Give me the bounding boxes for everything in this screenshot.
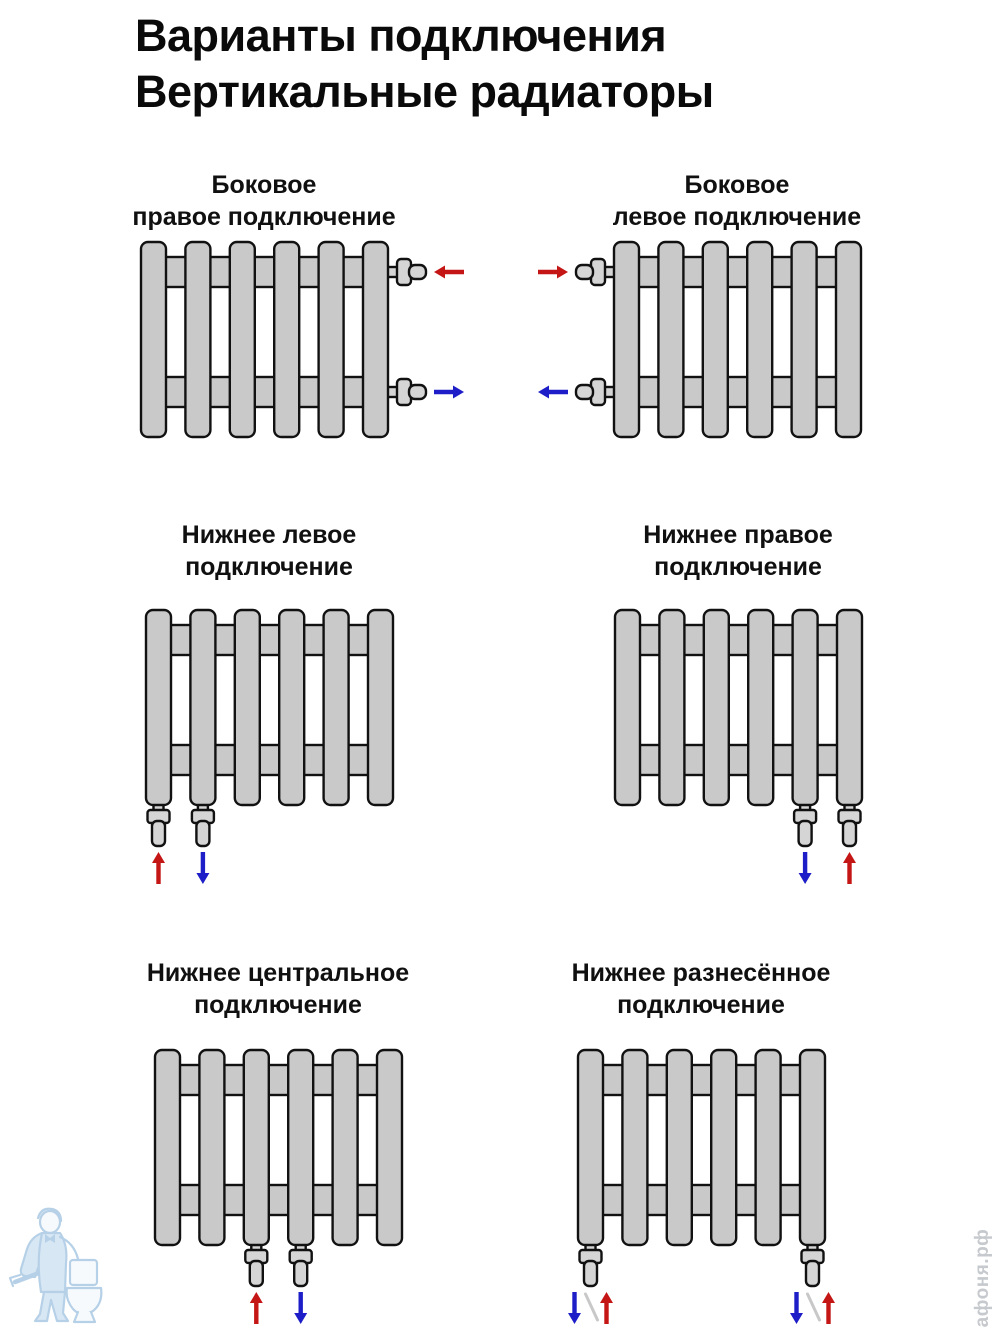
radiator-section — [791, 242, 816, 437]
radiator-section — [274, 242, 299, 437]
toilet-base — [74, 1312, 95, 1322]
diagram-label-line-2: правое подключение — [132, 202, 396, 231]
manifold-bottom — [617, 377, 858, 407]
valve-pipe — [249, 1261, 262, 1286]
radiator-section — [703, 610, 728, 805]
radiator-section — [190, 610, 215, 805]
valve-pipe — [576, 265, 593, 279]
valve-pipe — [843, 821, 856, 846]
radiator-section — [146, 610, 171, 805]
return-flow-arrow — [538, 386, 568, 399]
radiator-section — [332, 1050, 357, 1245]
return-flow-arrow — [294, 1292, 307, 1324]
supply-flow-arrow — [600, 1292, 613, 1324]
radiator-section — [837, 610, 862, 805]
radiator-section — [747, 242, 772, 437]
supply-flow-arrow — [538, 266, 568, 279]
manifold-bottom — [144, 377, 385, 407]
radiator-section — [666, 1050, 691, 1245]
diagram-label — [182, 520, 357, 583]
page-title — [135, 8, 714, 120]
return-flow-arrow — [790, 1292, 803, 1324]
diagram-label-line-2: подключение — [185, 552, 353, 581]
valve-pipe — [798, 821, 811, 846]
site-watermark-text: афоня.рф — [972, 1228, 993, 1328]
diagram-label-line-1: Боковое — [211, 171, 317, 199]
valve-pipe — [152, 821, 165, 846]
valve-pipe — [294, 1261, 307, 1286]
radiator-drawing-bottom-left — [126, 605, 413, 891]
diagram-label-line-2: подключение — [194, 990, 362, 1019]
return-flow-arrow — [798, 852, 811, 884]
radiator-section — [229, 242, 254, 437]
radiator-section — [578, 1050, 603, 1245]
diagram-label — [643, 520, 833, 583]
radiator-section — [622, 1050, 647, 1245]
radiator-section — [141, 242, 166, 437]
diagram-row-3 — [0, 958, 1000, 1331]
radiator-section — [318, 242, 343, 437]
radiator-section — [711, 1050, 736, 1245]
radiator-section — [659, 610, 684, 805]
radiator-section — [368, 610, 393, 805]
manifold-top — [158, 1065, 399, 1095]
valve-pipe — [409, 265, 426, 279]
diagram-row-2 — [0, 520, 1000, 891]
page-title-line-2: Вертикальные радиаторы — [135, 65, 714, 117]
supply-flow-arrow — [249, 1292, 262, 1324]
diagram-label-line-2: подключение — [617, 990, 785, 1019]
radiator-section — [748, 610, 773, 805]
return-flow-arrow — [568, 1292, 581, 1324]
radiator-drawing-bottom-spread — [558, 1045, 845, 1331]
diagram-label-line-1: Нижнее центральное — [146, 959, 410, 987]
radiator-section — [702, 242, 727, 437]
radiator-drawing-bottom-right — [595, 605, 882, 891]
diagram-label-line-1: Боковое — [684, 171, 790, 199]
radiator-section — [243, 1050, 268, 1245]
radiator-section — [792, 610, 817, 805]
radiator-section — [234, 610, 259, 805]
manifold-top — [581, 1065, 822, 1095]
valve-pipe — [576, 385, 593, 399]
radiator-section — [363, 242, 388, 437]
valve-pipe — [806, 1261, 819, 1286]
radiator-drawing-side-left — [524, 237, 951, 447]
diagram-bottom-right-connection — [488, 520, 988, 891]
manifold-top — [144, 257, 385, 287]
manifold-bottom — [158, 1185, 399, 1215]
toilet-bowl — [67, 1288, 102, 1314]
diagram-label — [613, 170, 861, 233]
plumber-legs — [35, 1292, 68, 1321]
direction-separator-slash — [807, 1294, 819, 1320]
radiator-section — [185, 242, 210, 437]
page-title-line-1: Варианты подключения — [135, 10, 667, 61]
radiator-section — [377, 1050, 402, 1245]
radiator-section — [155, 1050, 180, 1245]
diagram-label-line-2: подключение — [654, 552, 822, 581]
radiator-section — [800, 1050, 825, 1245]
valve-pipe — [584, 1261, 597, 1286]
diagram-label-line-1: Нижнее правое — [643, 521, 833, 549]
diagram-label — [132, 170, 395, 233]
radiator-drawing-bottom-center — [135, 1045, 422, 1331]
toilet-tank — [70, 1260, 97, 1285]
diagram-label-line-2: левое подключение — [612, 202, 862, 231]
diagram-row-1 — [0, 170, 1000, 447]
diagram-label — [147, 958, 409, 1021]
radiator-drawing-side-right — [51, 237, 478, 447]
manifold-top — [617, 257, 858, 287]
diagram-side-left-connection — [487, 170, 987, 447]
supply-flow-arrow — [152, 852, 165, 884]
manifold-bottom — [581, 1185, 822, 1215]
radiator-section — [615, 610, 640, 805]
valve-pipe — [409, 385, 426, 399]
return-flow-arrow — [434, 386, 464, 399]
direction-separator-slash — [585, 1294, 597, 1320]
return-flow-arrow — [196, 852, 209, 884]
radiator-section — [614, 242, 639, 437]
diagram-label — [572, 958, 831, 1021]
plumber-suit-torso — [39, 1233, 67, 1292]
radiator-section — [288, 1050, 313, 1245]
radiator-section — [199, 1050, 224, 1245]
diagram-side-right-connection — [14, 170, 514, 447]
manifold-bottom — [149, 745, 390, 775]
radiator-section — [658, 242, 683, 437]
plumber-head — [40, 1211, 60, 1233]
radiator-section — [323, 610, 348, 805]
radiator-section — [279, 610, 304, 805]
diagram-bottom-spread-connection — [451, 958, 951, 1331]
manifold-bottom — [618, 745, 859, 775]
diagram-label-line-1: Нижнее левое — [181, 521, 357, 549]
radiator-section — [836, 242, 861, 437]
supply-flow-arrow — [843, 852, 856, 884]
radiator-section — [755, 1050, 780, 1245]
diagram-label-line-1: Нижнее разнесённое — [571, 959, 831, 987]
manifold-top — [618, 625, 859, 655]
supply-flow-arrow — [434, 266, 464, 279]
plumber-with-toilet-logo-icon — [8, 1202, 120, 1328]
valve-pipe — [196, 821, 209, 846]
diagram-bottom-left-connection — [19, 520, 519, 891]
supply-flow-arrow — [822, 1292, 835, 1324]
manifold-top — [149, 625, 390, 655]
